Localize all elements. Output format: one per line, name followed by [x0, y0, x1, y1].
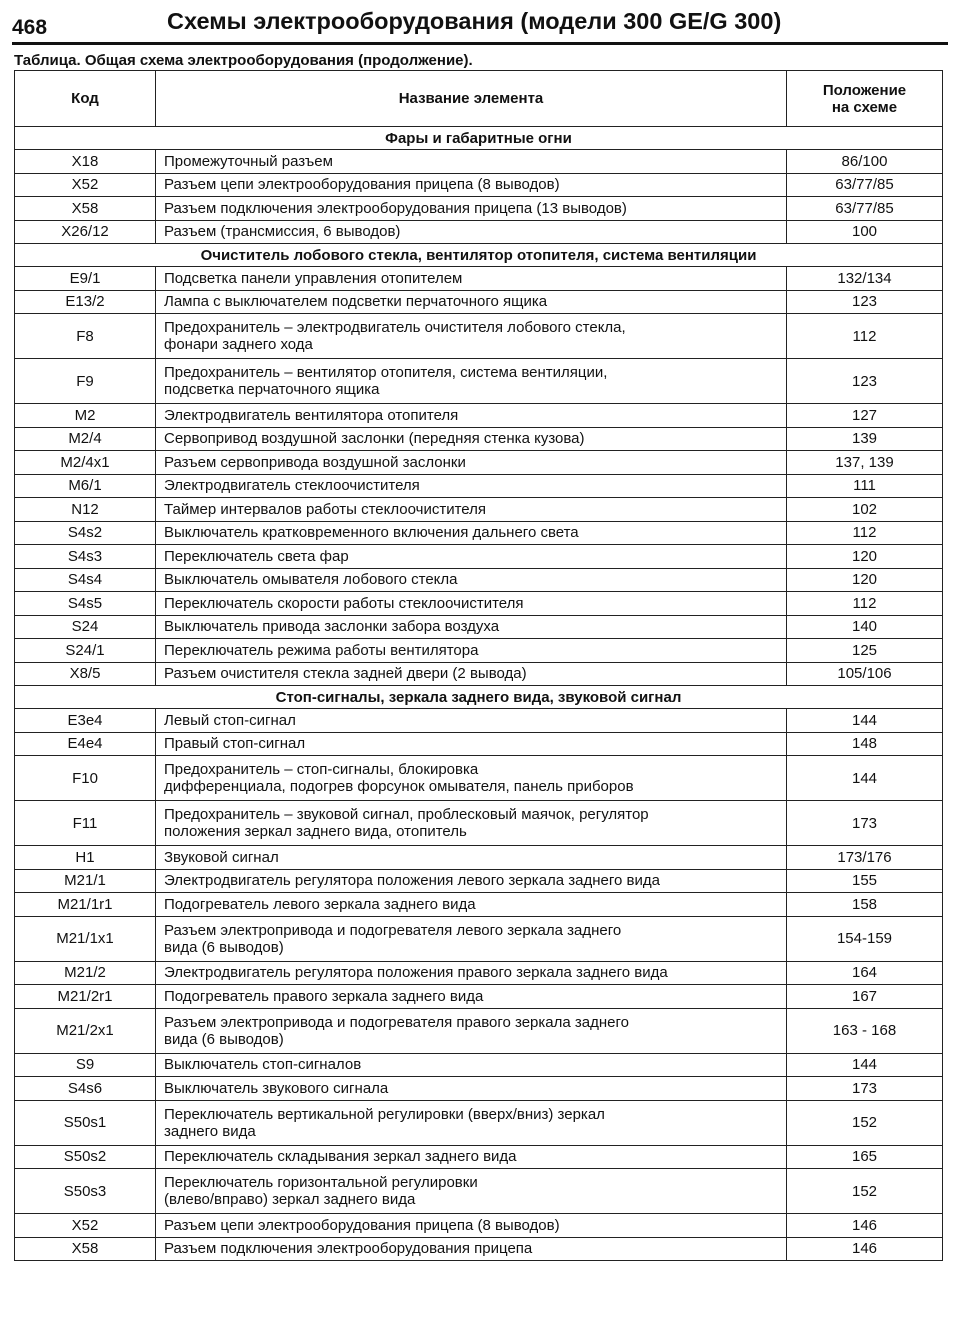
table-row [15, 314, 943, 359]
table-row [15, 290, 943, 314]
cell-code: E9/1 [15, 267, 156, 291]
cell-name [156, 801, 787, 846]
section-title: Стоп-сигналы, зеркала заднего вида, звуковой сигнал [15, 686, 943, 709]
cell-position: 127 [787, 404, 943, 428]
cell-position: 155 [787, 869, 943, 893]
cell-code: S4s6 [15, 1077, 156, 1101]
table-row [15, 732, 943, 756]
table-row [15, 1008, 943, 1053]
cell-name [156, 404, 787, 428]
table-row [15, 916, 943, 961]
cell-name-line: дифференциала, подогрев форсунок омывателя, панель приборов [164, 778, 634, 795]
cell-position: 63/77/85 [787, 197, 943, 221]
cell-name-line: Разъем электропривода и подогревателя правого зеркала заднего [164, 1013, 629, 1031]
cell-name-line: Предохранитель – вентилятор отопителя, система вентиляции, [164, 364, 608, 381]
table-row [15, 1053, 943, 1077]
cell-name-line: Выключатель кратковременного включения дальнего света [164, 524, 579, 542]
cell-position: 137, 139 [787, 451, 943, 475]
cell-code: M21/1x1 [15, 916, 156, 961]
cell-code: M21/1 [15, 869, 156, 893]
cell-position: 152 [787, 1100, 943, 1145]
table-row [15, 359, 943, 404]
cell-code: F9 [15, 359, 156, 404]
cell-name-line: Переключатель скорости работы стеклоочистителя [164, 594, 524, 612]
cell-code: S50s1 [15, 1100, 156, 1145]
cell-position: 152 [787, 1169, 943, 1214]
cell-position: 144 [787, 1053, 943, 1077]
cell-position: 120 [787, 545, 943, 569]
cell-position: 173/176 [787, 846, 943, 870]
cell-name-line: Разъем цепи электрооборудования прицепа (8 выводов) [164, 176, 560, 194]
cell-position: 173 [787, 1077, 943, 1101]
cell-position: 132/134 [787, 267, 943, 291]
cell-name-line: Переключатель света фар [164, 547, 349, 565]
cell-code: F8 [15, 314, 156, 359]
cell-name [156, 985, 787, 1009]
cell-name [156, 893, 787, 917]
cell-position: 123 [787, 359, 943, 404]
cell-name [156, 615, 787, 639]
cell-position: 111 [787, 474, 943, 498]
cell-position: 148 [787, 732, 943, 756]
cell-name [156, 592, 787, 616]
cell-code: X52 [15, 1214, 156, 1238]
table-row [15, 961, 943, 985]
header-rule [12, 42, 948, 45]
cell-name-line: Выключатель стоп-сигналов [164, 1056, 362, 1074]
table-row [15, 173, 943, 197]
table-row [15, 220, 943, 244]
cell-name [156, 732, 787, 756]
table-row [15, 1077, 943, 1101]
cell-position: 125 [787, 639, 943, 663]
cell-name-line: Лампа с выключателем подсветки перчаточного ящика [164, 293, 548, 311]
cell-name [156, 474, 787, 498]
cell-name-line: Правый стоп-сигнал [164, 735, 306, 753]
cell-name [156, 220, 787, 244]
cell-name [156, 314, 787, 359]
table-row [15, 197, 943, 221]
cell-position: 63/77/85 [787, 173, 943, 197]
table-row [15, 150, 943, 174]
cell-code: X58 [15, 197, 156, 221]
table-row [15, 427, 943, 451]
cell-code: S24/1 [15, 639, 156, 663]
cell-name [156, 545, 787, 569]
cell-code: M2/4 [15, 427, 156, 451]
cell-name-line: Подсветка панели управления отопителем [164, 269, 463, 287]
table-body [15, 127, 943, 1261]
cell-name-line: Выключатель привода заслонки забора воздуха [164, 618, 500, 636]
cell-code: N12 [15, 498, 156, 522]
page-header-title: Схемы электрооборудования (модели 300 GE/G 300) [167, 8, 782, 34]
cell-position: 165 [787, 1145, 943, 1169]
cell-name [156, 1237, 787, 1261]
table-row [15, 404, 943, 428]
cell-code: X8/5 [15, 662, 156, 686]
cell-name [156, 1100, 787, 1145]
cell-name-line: Подогреватель левого зеркала заднего вида [164, 895, 476, 913]
table-header-row [15, 71, 943, 127]
cell-code: S4s2 [15, 521, 156, 545]
cell-name-line: Разъем электропривода и подогревателя левого зеркала заднего [164, 921, 622, 939]
cell-position: 105/106 [787, 662, 943, 686]
table-row [15, 1214, 943, 1238]
cell-name-line: Подогреватель правого зеркала заднего вида [164, 987, 484, 1005]
column-header-code: Код [15, 71, 156, 127]
cell-name-line: Предохранитель – звуковой сигнал, проблесковый маячок, регулятор [164, 806, 649, 823]
column-header-position [787, 71, 943, 127]
cell-position: 163 - 168 [787, 1008, 943, 1053]
cell-name [156, 568, 787, 592]
cell-name [156, 521, 787, 545]
cell-position: 146 [787, 1214, 943, 1238]
table-row [15, 1237, 943, 1261]
cell-code: X58 [15, 1237, 156, 1261]
equipment-table [14, 70, 943, 1261]
cell-name-line: Электродвигатель регулятора положения левого зеркала заднего вида [164, 872, 660, 890]
cell-code: M21/2 [15, 961, 156, 985]
column-header-position-line2: на схеме [831, 98, 898, 116]
table-row [15, 451, 943, 475]
table-row [15, 1100, 943, 1145]
cell-code: X52 [15, 173, 156, 197]
cell-name-line: Разъем подключения электрооборудования прицепа (13 выводов) [164, 199, 627, 217]
cell-name-line: Разъем подключения электрооборудования прицепа [164, 1240, 533, 1258]
table-row [15, 592, 943, 616]
cell-name [156, 1145, 787, 1169]
cell-code: E3e4 [15, 709, 156, 733]
cell-name [156, 290, 787, 314]
table-row [15, 985, 943, 1009]
cell-position: 120 [787, 568, 943, 592]
cell-name-line: Разъем сервопривода воздушной заслонки [164, 453, 466, 471]
cell-code: M6/1 [15, 474, 156, 498]
cell-name [156, 846, 787, 870]
cell-name-line: положения зеркал заднего вида, отопитель [164, 823, 467, 840]
table-row [15, 801, 943, 846]
cell-name-line: фонари заднего хода [164, 336, 313, 353]
cell-code: S4s5 [15, 592, 156, 616]
cell-name-line: Предохранитель – стоп-сигналы, блокировка [164, 761, 479, 778]
cell-name-line: Электродвигатель стеклоочистителя [164, 477, 420, 495]
cell-position: 167 [787, 985, 943, 1009]
cell-position: 146 [787, 1237, 943, 1261]
cell-name-line: Разъем (трансмиссия, 6 выводов) [164, 223, 401, 241]
cell-code: M2/4x1 [15, 451, 156, 475]
cell-name-line: Левый стоп-сигнал [164, 711, 296, 729]
cell-name [156, 427, 787, 451]
cell-code: X26/12 [15, 220, 156, 244]
cell-name-line: подсветка перчаточного ящика [164, 381, 380, 398]
cell-name-line: Электродвигатель вентилятора отопителя [164, 406, 459, 424]
cell-name [156, 662, 787, 686]
table-row [15, 846, 943, 870]
cell-code: S4s4 [15, 568, 156, 592]
table-row [15, 869, 943, 893]
cell-name-line: вида (6 выводов) [164, 938, 284, 956]
cell-name-line: Разъем цепи электрооборудования прицепа (8 выводов) [164, 1216, 560, 1234]
table-row [15, 893, 943, 917]
cell-code: F10 [15, 756, 156, 801]
cell-position: 139 [787, 427, 943, 451]
cell-name [156, 498, 787, 522]
table-row [15, 639, 943, 663]
cell-code: F11 [15, 801, 156, 846]
table-row [15, 568, 943, 592]
cell-name-line: Электродвигатель регулятора положения правого зеркала заднего вида [164, 964, 668, 982]
table-row [15, 756, 943, 801]
table-row [15, 498, 943, 522]
cell-position: 100 [787, 220, 943, 244]
cell-code: S24 [15, 615, 156, 639]
cell-name [156, 1053, 787, 1077]
cell-code: S9 [15, 1053, 156, 1077]
cell-position: 144 [787, 756, 943, 801]
cell-name-line: Сервопривод воздушной заслонки (передняя стенка кузова) [164, 430, 585, 448]
cell-name-line: Предохранитель – электродвигатель очистителя лобового стекла, [164, 319, 626, 336]
cell-position: 154-159 [787, 916, 943, 961]
cell-position: 102 [787, 498, 943, 522]
cell-position: 140 [787, 615, 943, 639]
section-row [15, 244, 943, 267]
cell-name [156, 1008, 787, 1053]
cell-name [156, 961, 787, 985]
section-title: Очиститель лобового стекла, вентилятор отопителя, система вентиляции [15, 244, 943, 267]
table-row [15, 709, 943, 733]
cell-name [156, 173, 787, 197]
cell-name-line: (влево/вправо) зеркал заднего вида [164, 1191, 416, 1208]
cell-name [156, 869, 787, 893]
section-title: Фары и габаритные огни [15, 127, 943, 150]
column-header-position-line1: Положение [822, 81, 907, 99]
cell-position: 112 [787, 314, 943, 359]
cell-name-line: Переключатель вертикальной регулировки (вверх/вниз) зеркал [164, 1105, 605, 1123]
cell-code: S50s2 [15, 1145, 156, 1169]
cell-code: S50s3 [15, 1169, 156, 1214]
cell-position: 123 [787, 290, 943, 314]
cell-name [156, 359, 787, 404]
page-number: 468 [12, 16, 48, 39]
cell-position: 144 [787, 709, 943, 733]
cell-code: E4e4 [15, 732, 156, 756]
cell-position: 112 [787, 592, 943, 616]
table-row [15, 267, 943, 291]
cell-name-line: заднего вида [164, 1122, 256, 1140]
cell-name [156, 267, 787, 291]
table-row [15, 1145, 943, 1169]
cell-name-line: Промежуточный разъем [164, 152, 333, 170]
cell-name-line: Переключатель режима работы вентилятора [164, 641, 479, 659]
cell-name-line: Выключатель омывателя лобового стекла [164, 571, 458, 589]
cell-name [156, 1169, 787, 1214]
cell-name [156, 1077, 787, 1101]
section-row [15, 686, 943, 709]
table-row [15, 615, 943, 639]
cell-code: M21/2r1 [15, 985, 156, 1009]
cell-position: 164 [787, 961, 943, 985]
cell-name [156, 639, 787, 663]
cell-position: 173 [787, 801, 943, 846]
section-row [15, 127, 943, 150]
cell-name-line: Выключатель звукового сигнала [164, 1079, 389, 1097]
cell-name-line: Звуковой сигнал [164, 848, 279, 866]
cell-code: S4s3 [15, 545, 156, 569]
table-row [15, 662, 943, 686]
cell-code: E13/2 [15, 290, 156, 314]
cell-position: 112 [787, 521, 943, 545]
cell-name [156, 756, 787, 801]
cell-code: X18 [15, 150, 156, 174]
page-header [12, 2, 948, 44]
cell-position: 86/100 [787, 150, 943, 174]
cell-name [156, 709, 787, 733]
cell-name [156, 1214, 787, 1238]
table-row [15, 1169, 943, 1214]
cell-name-line: Разъем очистителя стекла задней двери (2 вывода) [164, 665, 527, 683]
column-header-name: Название элемента [156, 71, 787, 127]
table-row [15, 474, 943, 498]
cell-name [156, 916, 787, 961]
cell-name [156, 197, 787, 221]
table-row [15, 545, 943, 569]
cell-name [156, 451, 787, 475]
cell-name-line: Таймер интервалов работы стеклоочистителя [164, 500, 486, 518]
table-caption: Таблица. Общая схема электрооборудования (продолжение). [14, 52, 473, 69]
cell-code: M21/1r1 [15, 893, 156, 917]
cell-position: 158 [787, 893, 943, 917]
table-row [15, 521, 943, 545]
cell-code: M21/2x1 [15, 1008, 156, 1053]
cell-name-line: вида (6 выводов) [164, 1030, 284, 1048]
cell-name-line: Переключатель горизонтальной регулировки [164, 1174, 478, 1191]
cell-code: H1 [15, 846, 156, 870]
cell-name-line: Переключатель складывания зеркал заднего вида [164, 1148, 517, 1166]
cell-code: M2 [15, 404, 156, 428]
cell-name [156, 150, 787, 174]
